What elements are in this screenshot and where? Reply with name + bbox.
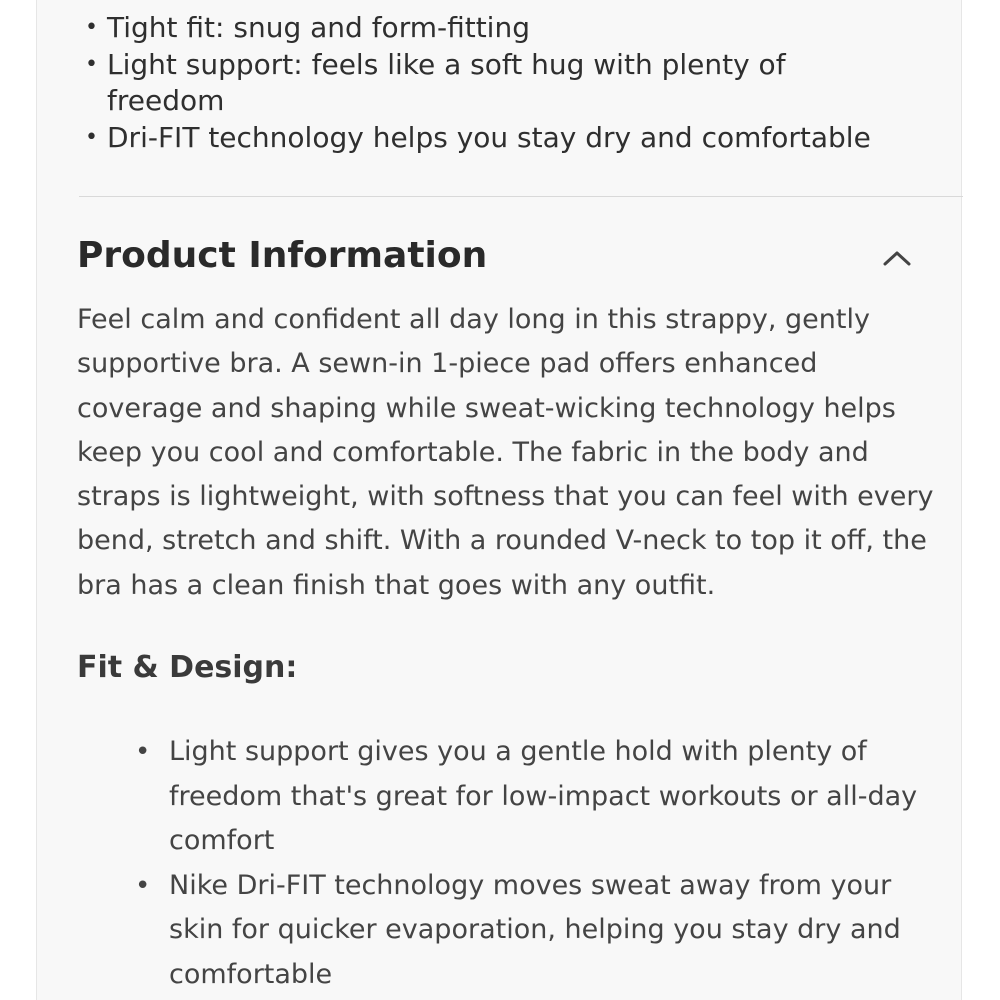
section-title[interactable]: Product Information [77, 235, 488, 276]
feature-list [85, 10, 945, 156]
feature-text: Dri-FIT technology helps you stay dry and comfortable [107, 120, 871, 154]
fit-design-list [169, 730, 939, 997]
feature-text: Light support: feels like a soft hug with plenty of freedom [107, 47, 786, 117]
chevron-up-icon[interactable] [879, 244, 915, 272]
section-divider [79, 196, 963, 197]
list-item [169, 730, 939, 864]
fit-design-text: Nike Dri-FIT technology moves sweat away from your skin for quicker evaporation, helping you stay dry and comfortable [169, 869, 901, 990]
fit-design-text: Light support gives you a gentle hold with plenty of freedom that's great for low-impact workouts or all-day comfort [169, 736, 918, 856]
feature-text: Tight fit: snug and form-fitting [107, 11, 530, 44]
list-item [85, 10, 945, 47]
fit-design-heading: Fit & Design: [77, 650, 298, 685]
product-details-panel [36, 0, 962, 1000]
list-item [85, 47, 787, 120]
list-item [169, 864, 939, 998]
list-item [85, 120, 945, 157]
product-description: Feel calm and confident all day long in this strappy, gently supportive bra. A sewn-in 1-piece pad offers enhanced coverage and shaping while sweat-wicking technology helps keep you cool and comfortable. The fabric in the body and straps is lightweight, with softness that you can feel with every bend, stretch and shift. With a rounded V-neck to top it off, the bra has a clean finish that goes with any outfit. [77, 304, 934, 601]
